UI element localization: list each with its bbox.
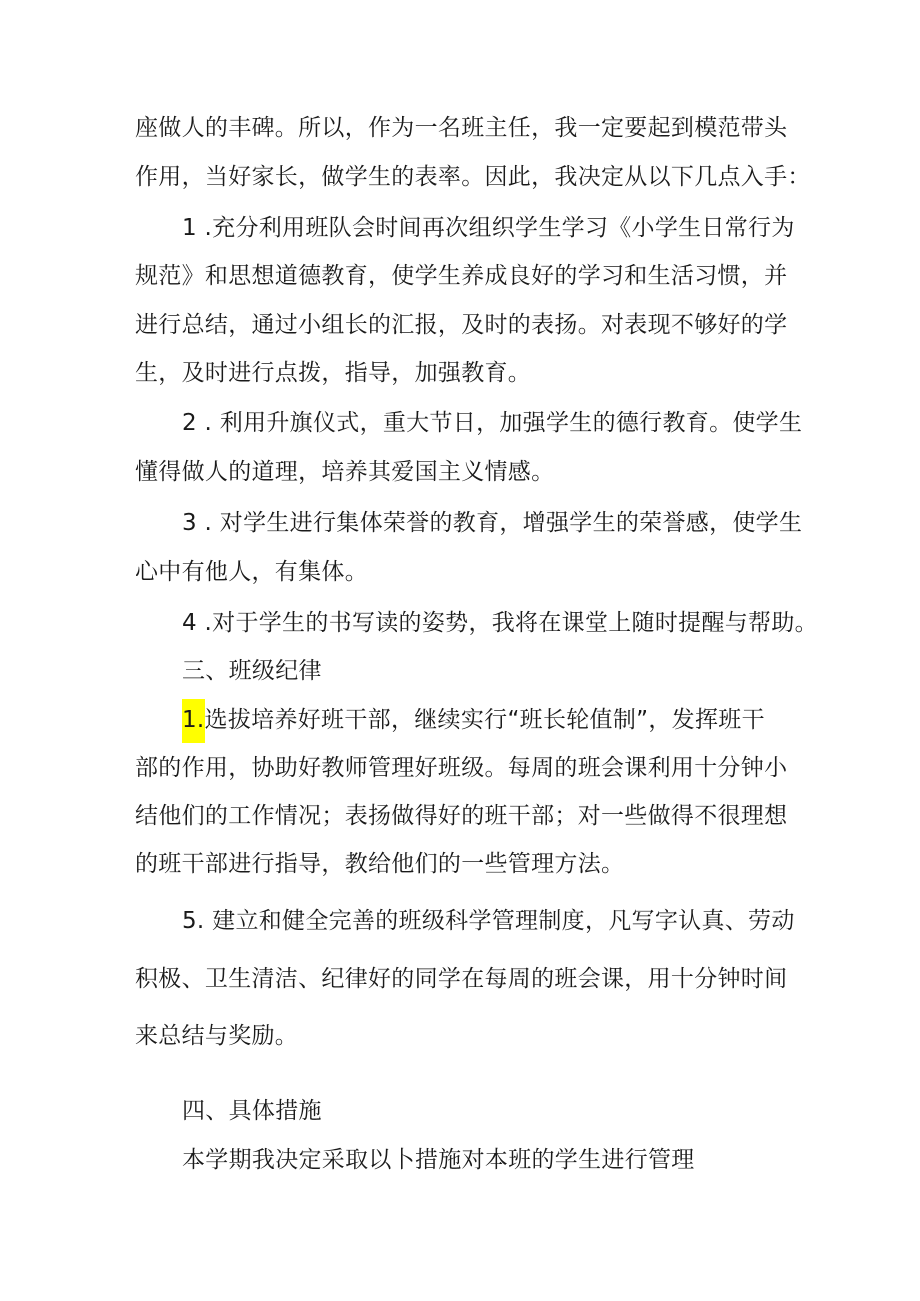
item1-line-2: 规范》和思想道德教育，使学生养成良好的学习和生活习惯，并 (135, 263, 788, 289)
discipline1-line-2: 部的作用，协助好教师管理好班级。每周的班会课利用十分钟小 (135, 755, 788, 781)
item4-line-1: 4 .对于学生的书写读的姿势，我将在课堂上随时提醒与帮助。 (182, 610, 818, 636)
measures-line: 本学期我决定采取以卜措施对本班的学生进行管理 (182, 1147, 695, 1173)
section-heading-3: 三、班级纪律 (182, 658, 322, 684)
highlighted-number: 1. (182, 699, 205, 743)
intro-line-2: 作用，当好家长，做学生的表率。因此，我决定从以下几点入手： (135, 164, 811, 190)
item1-line-3: 进行总结，通过小组长的汇报，及时的表扬。对表现不够好的学 (135, 312, 788, 338)
discipline5-line-2: 积极、卫生清洁、纪律好的同学在每周的班会课，用十分钟时间 (135, 966, 788, 992)
item1-line-1: 1 .充分利用班队会时间再次组织学生学习《小学生日常行为 (182, 215, 795, 241)
discipline5-line-3: 来总结与奖励。 (135, 1023, 299, 1049)
item1-line-4: 生，及时进行点拨，指导，加强教育。 (135, 360, 532, 386)
intro-line-1: 座做人的丰碑。所以，作为一名班主任，我一定要起到模范带头 (135, 115, 788, 141)
discipline1-line-3: 结他们的工作情况；表扬做得好的班干部；对一些做得不很理想 (135, 803, 788, 829)
section-heading-4: 四、具体措施 (182, 1098, 322, 1124)
item3-line-2: 心中有他人，有集体。 (135, 559, 368, 585)
item3-line-1: 3 . 对学生进行集体荣誉的教育，增强学生的荣誉感，使学生 (182, 510, 803, 536)
discipline1-line-1 (182, 705, 765, 743)
discipline1-line-1-text: 选拔培养好班干部，继续实行“班长轮值制”，发挥班干 (204, 707, 765, 733)
discipline1-line-4: 的班干部进行指导，教给他们的一些管理方法。 (135, 851, 625, 877)
item2-line-2: 懂得做人的道理，培养其爱国主义情感。 (135, 459, 555, 485)
item2-line-1: 2 . 利用升旗仪式，重大节日，加强学生的德行教育。使学生 (182, 410, 803, 436)
discipline5-line-1: 5. 建立和健全完善的班级科学管理制度，凡写字认真、劳动 (182, 908, 795, 934)
